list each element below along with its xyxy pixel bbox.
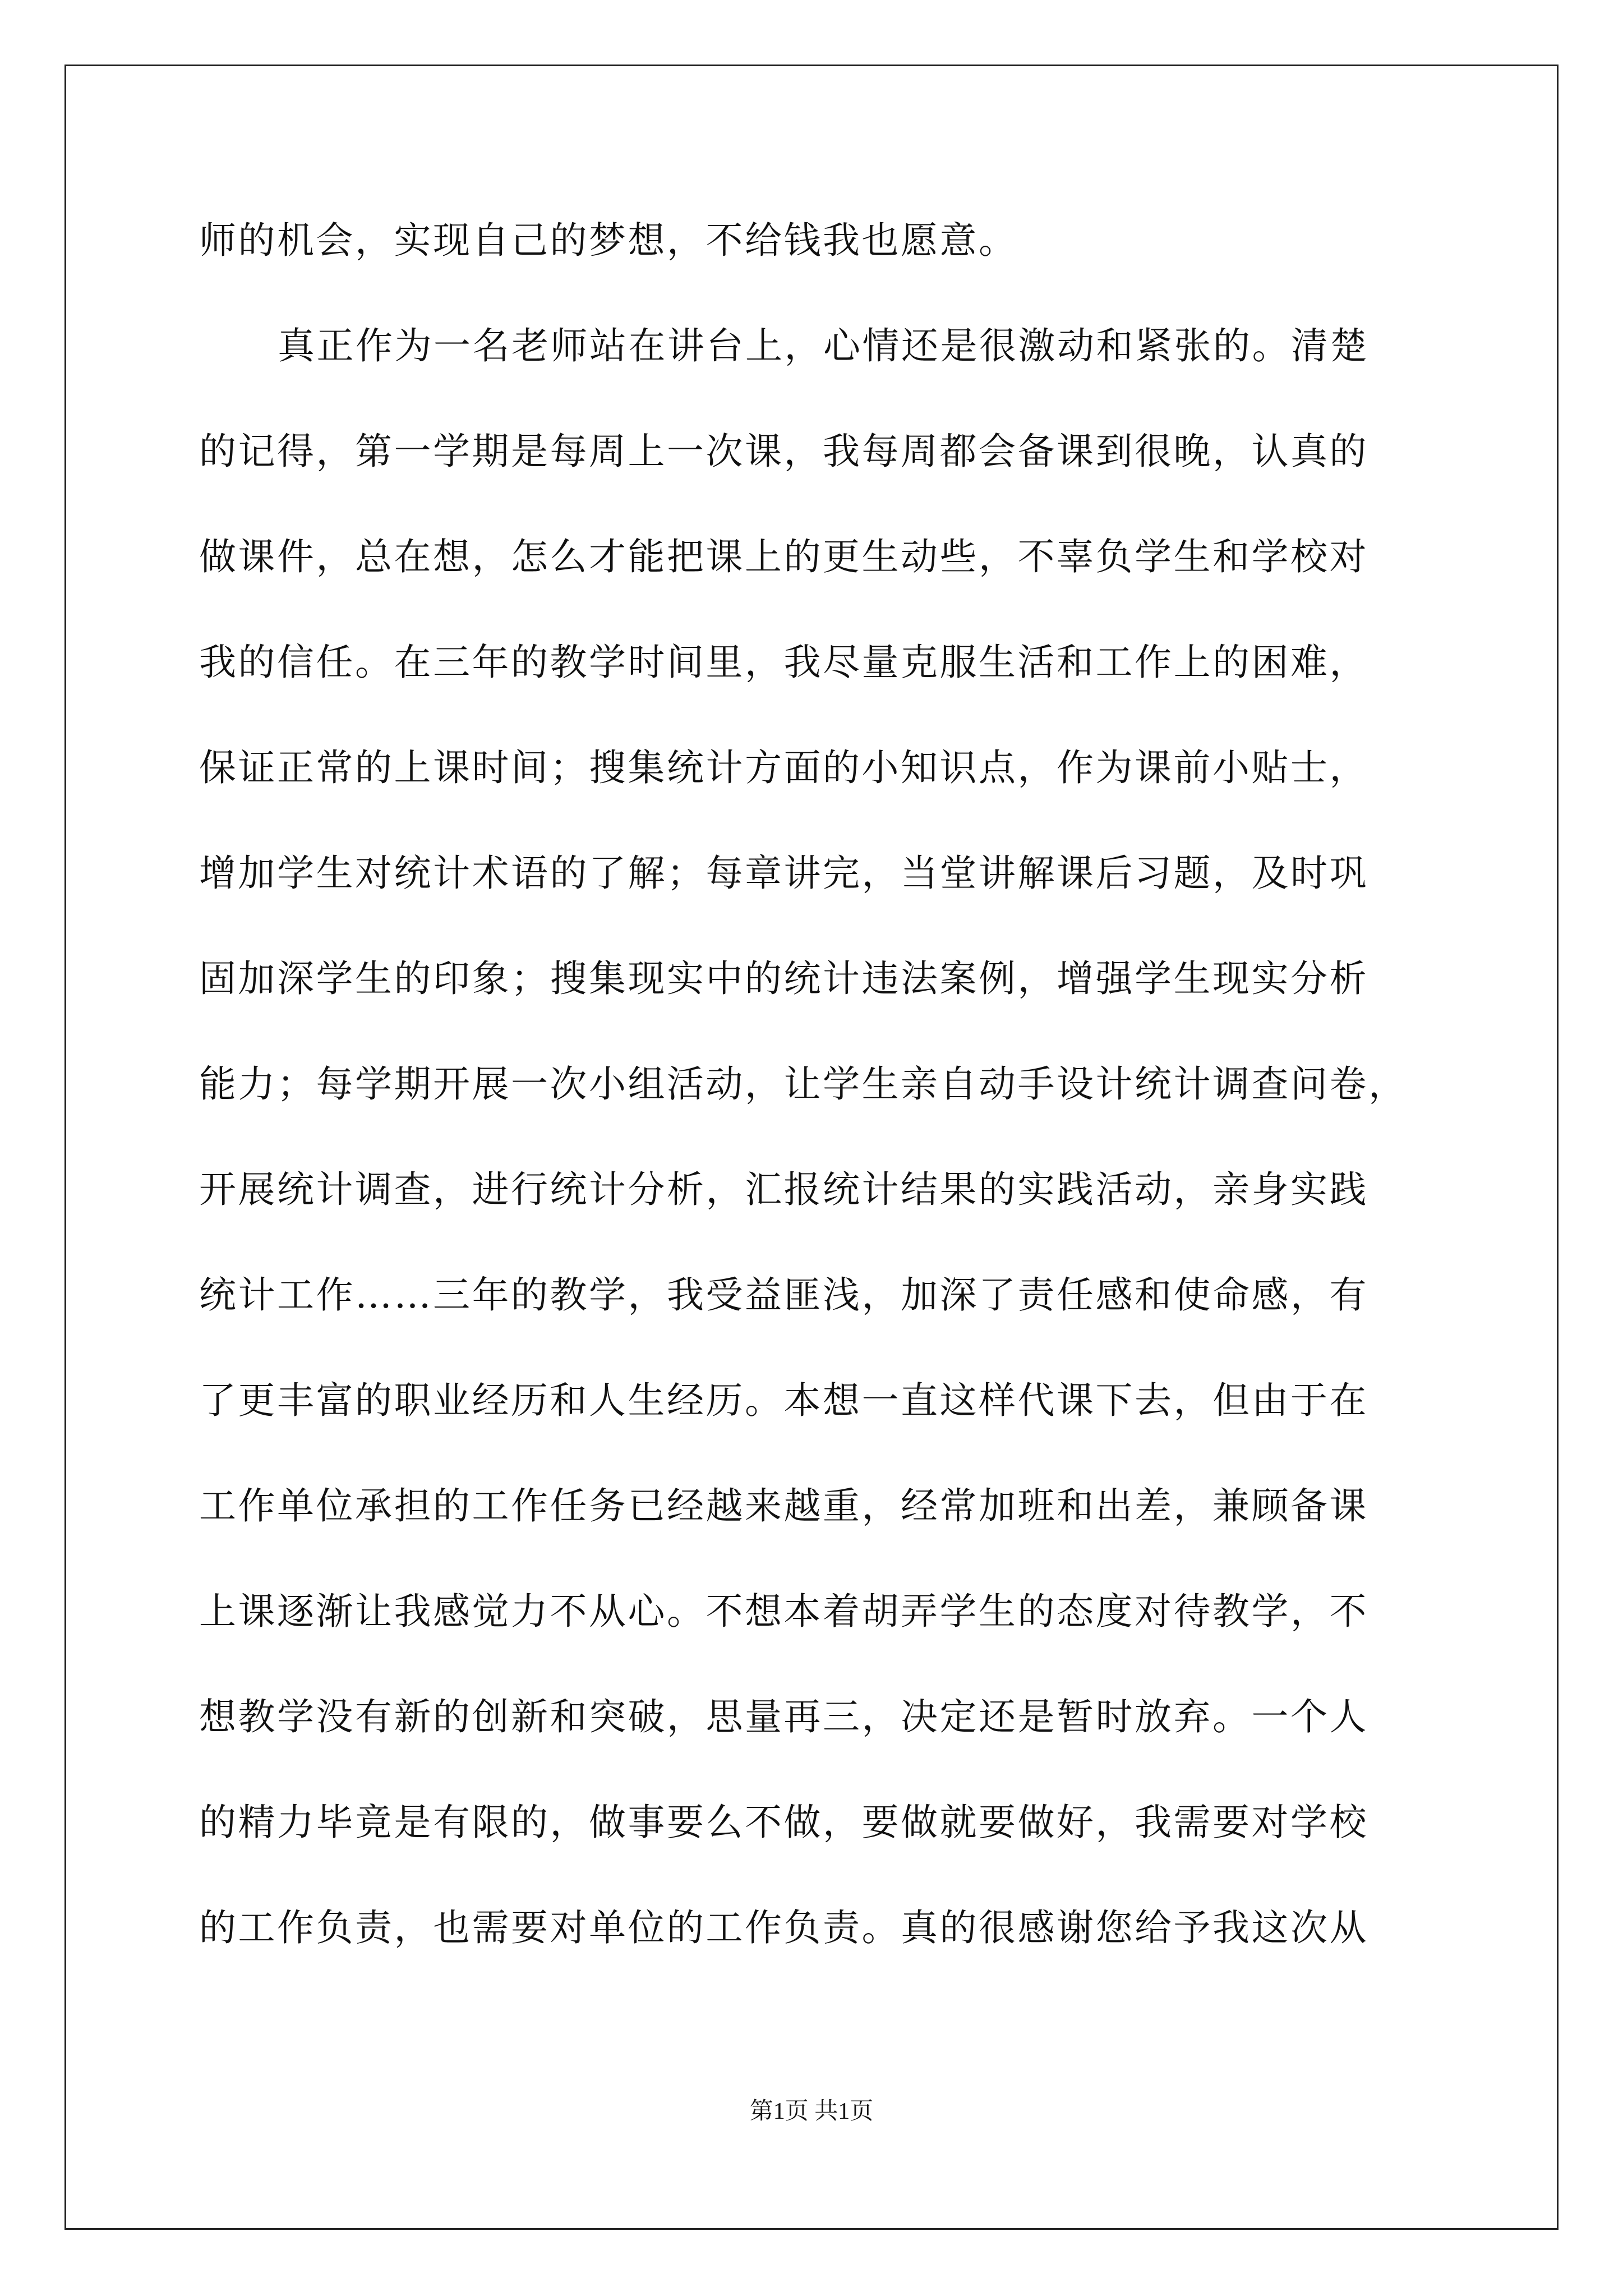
text-line: 做课件，总在想，怎么才能把课上的更生动些，不辜负学生和学校对 [199, 535, 1368, 578]
paragraph-first-line: 真正作为一名老师站在讲台上，心情还是很激动和紧张的。清楚 [278, 324, 1369, 367]
text-line: 固加深学生的印象；搜集现实中的统计违法案例，增强学生现实分析 [199, 957, 1368, 1000]
text-line: 想教学没有新的创新和突破，思量再三，决定还是暂时放弃。一个人 [199, 1695, 1368, 1738]
document-body [199, 213, 1472, 2006]
text-line: 能力；每学期开展一次小组活动，让学生亲自动手设计统计调查问卷， [199, 1062, 1408, 1106]
text-line: 上课逐渐让我感觉力不从心。不想本着胡弄学生的态度对待教学，不 [199, 1590, 1368, 1633]
text-line: 我的信任。在三年的教学时间里，我尽量克服生活和工作上的困难， [199, 641, 1368, 684]
text-line: 的工作负责，也需要对单位的工作负责。真的很感谢您给予我这次从 [199, 1906, 1368, 1949]
text-line: 的精力毕竟是有限的，做事要么不做，要做就要做好，我需要对学校 [199, 1801, 1368, 1844]
text-line: 的记得，第一学期是每周上一次课，我每周都会备课到很晚，认真的 [199, 430, 1368, 473]
page-number-footer: 第1页 共1页 [749, 2099, 874, 2124]
text-line: 师的机会，实现自己的梦想，不给钱我也愿意。 [199, 219, 1018, 262]
text-line: 了更丰富的职业经历和人生经历。本想一直这样代课下去，但由于在 [199, 1379, 1368, 1422]
text-line: 统计工作……三年的教学，我受益匪浅，加深了责任感和使命感，有 [199, 1273, 1368, 1317]
text-line: 保证正常的上课时间；搜集统计方面的小知识点，作为课前小贴士， [199, 746, 1368, 789]
text-line: 工作单位承担的工作任务已经越来越重，经常加班和出差，兼顾备课 [199, 1484, 1368, 1527]
text-line: 增加学生对统计术语的了解；每章讲完，当堂讲解课后习题，及时巩 [199, 852, 1368, 895]
text-line: 开展统计调查，进行统计分析，汇报统计结果的实践活动，亲身实践 [199, 1168, 1368, 1211]
